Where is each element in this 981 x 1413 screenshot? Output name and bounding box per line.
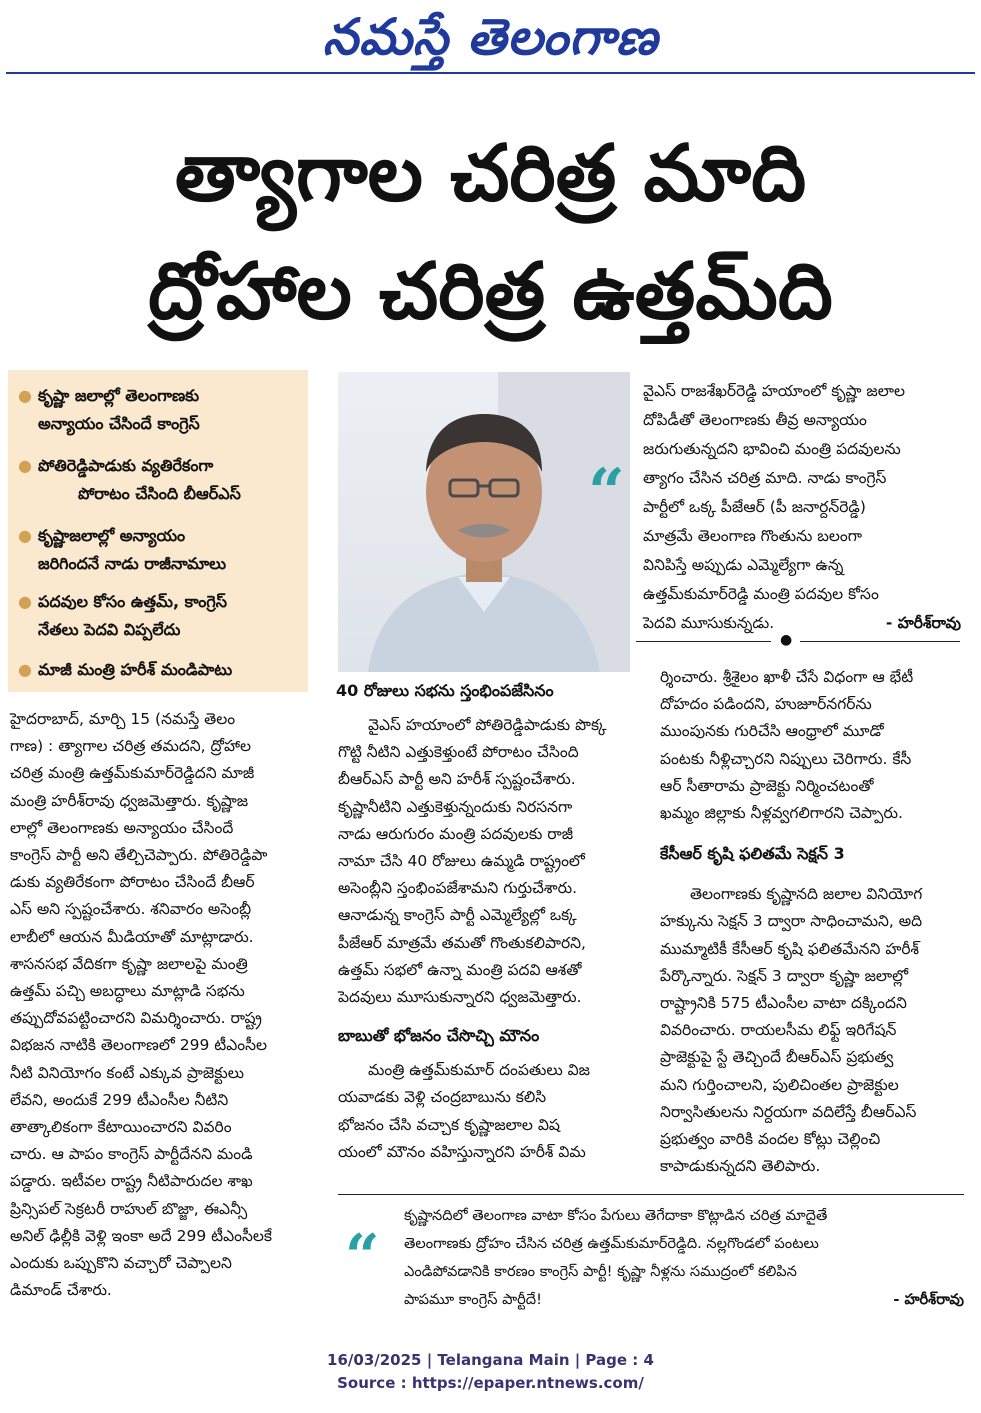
text-line: ఆర్ సీతారామ ప్రాజెక్టు నిర్మించటంతో [660,776,874,795]
text-line: నామా చేసి 40 రోజులు ఉమ్మడి రాష్ట్రంలో [338,852,585,871]
subheading: కేసీఆర్ కృషి ఫలితమే సెక్షన్ 3 [660,844,845,864]
text-line: డుకు వ్యతిరేకంగా పోరాటం చేసిందే బీఆర్ [10,873,255,892]
text-line: డిమాండ్ చేశారు. [10,1281,112,1300]
text-line: నిర్వాసితులను నిర్దయగా వదిలేస్తే బీఆర్‌ఎస్ [660,1102,917,1121]
quote-line: తెలంగాణకు ద్రోహం చేసిన చరిత్ర ఉత్తమ్‌కుమార్‌రెడ్డిది. నల్లగొండలో పంటలు [404,1235,819,1252]
text-line: పేర్కొన్నారు. సెక్షన్ 3 ద్వారా కృష్ణా జలాల్లో [660,966,909,985]
divider [800,641,960,642]
text-line: యవాడకు వెళ్లి చంద్రబాబును కలిసి [338,1088,547,1107]
text-line: ఖమ్మం జిల్లాకు నీళ్లవ్వగలిగారని చెప్పారు. [660,804,903,823]
portrait-photo [338,372,630,672]
quote-top [643,377,961,638]
quote-mark-icon: “ [345,1222,380,1292]
quote-line: వినిపిస్తే అప్పుడు ఎమ్మెల్యేగా ఉన్న [643,556,844,574]
text-line: ముమ్మాటికీ కేసీఆర్ కృషి ఫలితమేనని హరీశ్ [660,939,920,958]
text-line: లేవని, అందుకే 299 టీఎంసీల నీటిని [10,1090,229,1109]
text-line: చరిత్ర మంత్రి ఉత్తమ్‌కుమార్‌రెడ్డిదని మాజీ [10,764,255,783]
subheading: బాబుతో భోజనం చేసొచ్చి మౌనం [338,1026,540,1046]
bullet-icon: ● [18,660,32,679]
text-line: వైఎస్ హయాంలో పోతిరెడ్డిపాడుకు పొక్క [368,716,607,734]
quote-line: దోపిడీతో తెలంగాణకు తీవ్ర అన్యాయం [643,411,867,429]
quote-line: త్యాగం చేసిన చరిత్ర మాది. నాడు కాంగ్రెస్ [643,469,887,487]
text-line: మని గుర్తించాలని, పులిచింతల ప్రాజెక్టుల [660,1075,899,1094]
text-line: పీజేఆర్ మాత్రమే తమతో గొంతుకలిపారని, [338,933,586,952]
text-line: హైదరాబాద్, మార్చి 15 (నమస్తే తెలం [10,710,236,728]
text-line: కాపాడుకున్నదని తెలిపారు. [660,1157,821,1176]
quote-line: ఉత్తమ్‌కుమార్‌రెడ్డి మంత్రి పదవుల కోసం [643,585,879,603]
divider [636,641,771,642]
text-line: ఎందుకు ఒప్పుకొని వచ్చారో చెప్పాలని [10,1254,232,1273]
text-line: యంలో మౌనం వహిస్తున్నారని హరీశ్ విమ [338,1142,586,1161]
text-line: ర్శించారు. శ్రీశైలం ఖాళీ చేసే విధంగా ఆ భేటీ [660,668,914,686]
text-line: ప్రిన్సిపల్ సెక్రటరీ రాహుల్ బొజ్జా, ఈఎన్సీ [10,1199,248,1218]
column-2 [338,676,638,1166]
text-line: ప్రభుత్వం వారికి వందల కోట్లు చెల్లించి [660,1130,881,1149]
quote-mark-icon: “ [588,455,625,530]
subheading: 40 రోజులు సభను స్తంభింపజేసినం [336,681,554,700]
bullet-icon: ● [18,386,32,405]
text-line: దోహదం పడిందని, హుజూర్‌నగర్‌ను [660,695,872,714]
text-line: మంత్రి ఉత్తమ్‌కుమార్ దంపతులు విజ [368,1061,590,1080]
masthead-rule [6,72,975,74]
text-line: రాష్ట్రానికి 575 టీఎంసీల వాటా దక్కిందని [660,994,907,1013]
headline-line-2: ద్రోహాల చరిత్ర ఉత్తమ్‌ది [148,247,833,337]
text-line: తప్పుదోవపట్టించారని విమర్శించారు. రాష్ట్ర [10,1009,262,1028]
column-3 [660,664,965,1180]
text-line: గాణ) : త్యాగాల చరిత్ర తమదని, ద్రోహాల [10,737,252,756]
text-line: బీఆర్‌ఎస్ పార్టీ అని హరీశ్ స్పష్టంచేశారు. [338,770,576,789]
text-line: ఆనాడున్న కాంగ్రెస్ పార్టీ ఎమ్మెల్యేల్లో ఒక్క [338,906,577,925]
quote-line: మాత్రమే తెలంగాణ గొంతును బలంగా [643,527,863,545]
quote-attribution: - హరీశ్‌రావు [893,1291,964,1308]
quote-line: కృష్ణానదిలో తెలంగాణ వాటా కోసం పేగులు తెగేదాకా కొట్లాడిన చరిత్ర మాదైతే [404,1207,828,1224]
column-1 [10,706,308,1304]
text-line: హక్కును సెక్షన్ 3 ద్వారా సాధించామని, అది [660,912,923,931]
text-line: గొట్టి నీటిని ఎత్తుకెళ్తుంటే పోరాటం చేసింది [338,743,579,762]
text-line: ప్రాజెక్టుపై స్టే తెచ్చిందే బీఆర్‌ఎస్ ప్రభుత్వ [660,1048,894,1067]
headline-line-1: త్యాగాల చరిత్ర మాది [174,129,807,219]
text-line: విభజన నాటికి తెలంగాణలో 299 టీఎంసీల [10,1036,267,1055]
text-line: ఉత్తమ్ సభలో ఉన్నా మంత్రి పదవి ఆశతో [338,960,582,979]
text-line: ఉత్తమ్ పచ్చి అబద్ధాలు మాట్లాడి సభను [10,982,245,1001]
text-line: వివరించారు. రాయలసీమ లిఫ్ట్ ఇరిగేషన్ [660,1021,897,1040]
footer-date-line: 16/03/2025 | Telangana Main | Page : 4 [327,1351,654,1369]
text-line: అనిల్ ఢిల్లీకి వెళ్లి ఇంకా అదే 299 టీఎంసీలకే [10,1226,272,1245]
quote-line: వైఎస్ రాజశేఖర్‌రెడ్డి హయాంలో కృష్ణా జలాల [643,382,905,400]
text-line: ముంపునకు గురిచేసి ఆంధ్రాలో మూడో [660,722,884,741]
text-line: శాసనసభ వేదికగా కృష్ణా జలాలపై మంత్రి [10,954,248,973]
masthead: నమస్తే తెలంగాణ [322,8,659,66]
text-line: నాడు ఆరుగురం మంత్రి పదవులకు రాజీ [338,824,574,843]
text-line: పెదవులు మూసుకున్నారని ధ్వజమెత్తారు. [338,988,582,1007]
divider [338,1194,964,1195]
quote-line: పెదవి మూసుకున్నడు. - హరీశ్‌రావు [643,609,961,638]
text-line: పంటకు నీళ్లిచ్చారని నిప్పులు చెరిగారు. కేసీ [660,749,912,768]
quote-line: జరుగుతున్నదని భావించి మంత్రి పదవులను [643,440,901,458]
text-line: భోజనం చేసి వచ్చాక కృష్ణాజలాల విష [338,1115,560,1134]
bullet-icon: ● [18,456,32,475]
text-line: అసెంబ్లీని స్తంభింపజేశామని గుర్తుచేశారు. [338,879,578,898]
highlight-item: ● మాజీ మంత్రి హరీశ్ మండిపాటు [18,656,304,684]
highlight-item: ● పోతిరెడ్డిపాడుకు వ్యతిరేకంగా పోరాటం చేసింది బీఆర్‌ఎస్ [18,452,304,508]
bullet-icon: ● [18,526,32,545]
text-line: కాంగ్రెస్ పార్టీ అని తేల్చిచెప్పారు. పోతిరెడ్డిపా [10,846,268,865]
text-line: ఎస్ అని స్పష్టంచేశారు. శనివారం అసెంబ్లీ [10,900,252,919]
text-line: నీటి వినియోగం కంటే ఎక్కువ ప్రాజెక్టులు [10,1063,245,1082]
highlight-item: ● కృష్ణాజలాల్లో అన్యాయం జరిగిందనే నాడు రాజీనామాలు [18,522,304,578]
text-line: పడ్డారు. ఇటీవల రాష్ట్ర నీటిపారుదల శాఖ [10,1172,253,1191]
quote-line: ఎండిపోవడానికి కారణం కాంగ్రెస్ పార్టీ! కృష్ణా నీళ్లను సముద్రంలో కలిపిన [404,1263,797,1280]
text-line: మంత్రి హరీశ్‌రావు ధ్వజమెత్తారు. కృష్ణాజ [10,791,249,810]
quote-attribution: - హరీశ్‌రావు [885,614,961,632]
footer-source-line: Source : https://epaper.ntnews.com/ [337,1374,644,1392]
text-line: తాత్కాలికంగా కేటాయించారని వివరిం [10,1118,232,1137]
bullet-icon: ● [18,592,32,611]
divider-dot-icon: ● [780,632,793,648]
quote-line: పార్టీలో ఒక్క పీజేఆర్ (పీ జనార్దన్‌రెడ్డి) [643,498,866,516]
quote-bottom [404,1202,964,1314]
text-line: చారు. ఆ పాపం కాంగ్రెస్ పార్టీదేనని మండి [10,1145,253,1164]
quote-line: పాపమూ కాంగ్రెస్ పార్టీదే! - హరీశ్‌రావు [404,1286,964,1314]
text-line: లాల్లో తెలంగాణకు అన్యాయం చేసిందే [10,818,234,837]
text-line: కృష్ణానీటిని ఎత్తుకెళ్తున్నందుకు నిరసనగా [338,797,573,816]
text-line: లాబీలో ఆయన మీడియాతో మాట్లాడారు. [10,927,254,946]
text-line: తెలంగాణకు కృష్ణానది జలాల వినియోగ [690,885,923,904]
person-icon [338,372,630,672]
highlight-item: ● పదవుల కోసం ఉత్తమ్, కాంగ్రెస్ నేతలు పెదవి విప్పలేదు [18,588,304,644]
highlight-item: ● కృష్ణా జలాల్లో తెలంగాణకు అన్యాయం చేసిందే కాంగ్రెస్ [18,382,304,438]
